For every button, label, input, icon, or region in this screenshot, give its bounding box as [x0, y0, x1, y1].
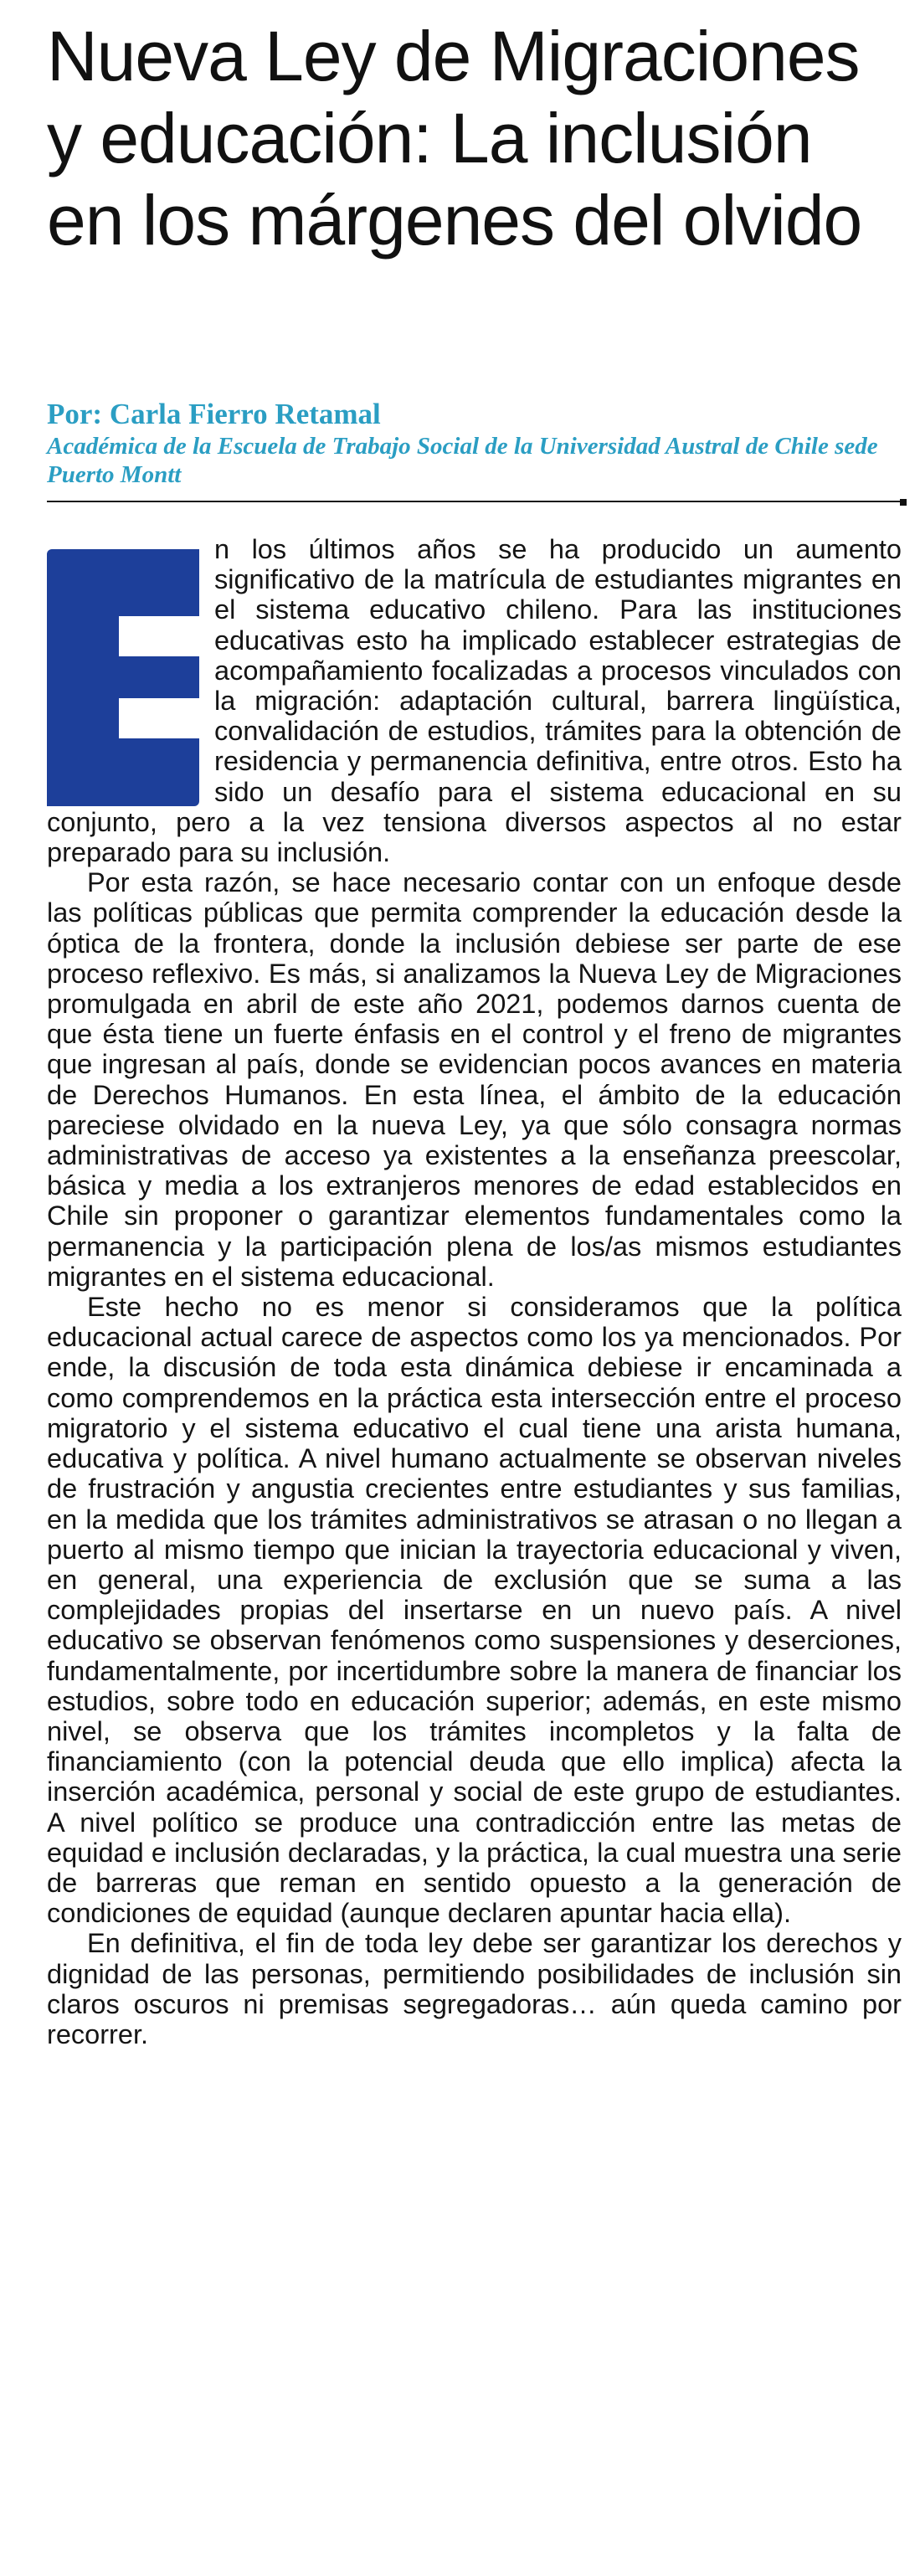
author-name: Por: Carla Fierro Retamal	[47, 398, 381, 430]
paragraph-2: Por esta razón, se hace necesario contar con un enfoque desde las políticas públicas que permita comprender la educación desde la óptica de la frontera, donde la inclusión debiese ser parte de ese proceso reflexivo. Es más, si analizamos la Nueva Ley de Migraciones promulgada en abril de este año 2021, podemos darnos cuenta de que ésta tiene un fuerte énfasis en el control y el freno de migrantes que ingresan al país, donde se evidencian pocos avances en materia de Derechos Humanos. En esta línea, el ámbito de la educación pareciese olvidado en la nueva Ley, ya que sólo consagra normas administrativas de acceso ya existentes a la enseñanza preescolar, básica y media a los extranjeros menores de edad establecidos en Chile sin proponer o garantizar elementos fundamentales como la permanencia y la participación plena de los/as mismos estudiantes migrantes en el sistema educacional.	[47, 867, 902, 1292]
paragraph-1: n los últimos años se ha producido un aumento significativo de la matrícula de estudiantes migrantes en el sistema educativo chileno. Para las instituciones educativas esto ha implicado establecer estrategias de acompañamiento focalizadas a procesos vinculados con la migración: adaptación cultural, barrera lingüística, convalidación de estudios, trámites para la obtención de residencia y permanencia definitiva, entre otros. Esto ha sido un desafío para el sistema educacional en su conjunto, pero a la vez tensiona diversos aspectos al no estar preparado para su inclusión.	[47, 534, 902, 868]
paragraph-4: En definitiva, el fin de toda ley debe ser garantizar los derechos y dignidad de las personas, permitiendo posibilidades de inclusión sin claros oscuros ni premisas segregadoras… aún queda camino por recorrer.	[47, 1928, 902, 2049]
divider-end-dot	[900, 499, 907, 506]
byline-divider	[47, 501, 905, 502]
dropcap-notch-top	[119, 616, 199, 656]
article-body	[47, 534, 902, 2049]
dropcap-letter-e	[47, 549, 199, 806]
dropcap-notch-bottom	[119, 698, 199, 738]
paragraph-3: Este hecho no es menor si consideramos que la política educacional actual carece de aspectos como los ya mencionados. Por ende, la discusión de toda esta dinámica debiese ir encaminada a como comprendemos en la práctica esta intersección entre el proceso migratorio y el sistema educativo el cual tiene una arista humana, educativa y política. A nivel humano actualmente se observan niveles de frustración y angustia crecientes entre estudiantes y sus familias, en la medida que los trámites administrativos se atrasan o no llegan a puerto al mismo tiempo que inician la trayectoria educacional y viven, en general, una experiencia de exclusión que se suma a las complejidades propias del insertarse en un nuevo país. A nivel educativo se observan fenómenos como suspensiones y deserciones, fundamentalmente, por incertidumbre sobre la manera de financiar los estudios, sobre todo en educación superior; además, en este mismo nivel, se observa que los trámites incompletos y la falta de financiamiento (con la potencial deuda que ello implica) afecta la inserción académica, personal y social de este grupo de estudiantes. A nivel político se produce una contradicción entre las metas de equidad e inclusión declaradas, y la práctica, la cual muestra una serie de barreras que reman en sentido opuesto a la generación de condiciones de equidad (aunque declaren apuntar hacia ella).	[47, 1292, 902, 1929]
author-affiliation: Académica de la Escuela de Trabajo Social de la Universidad Austral de Chile sede Puerto Montt	[47, 433, 878, 488]
byline	[47, 397, 901, 489]
article-headline: Nueva Ley de Migraciones y educación: La inclusión en los márgenes del olvido	[47, 17, 862, 260]
